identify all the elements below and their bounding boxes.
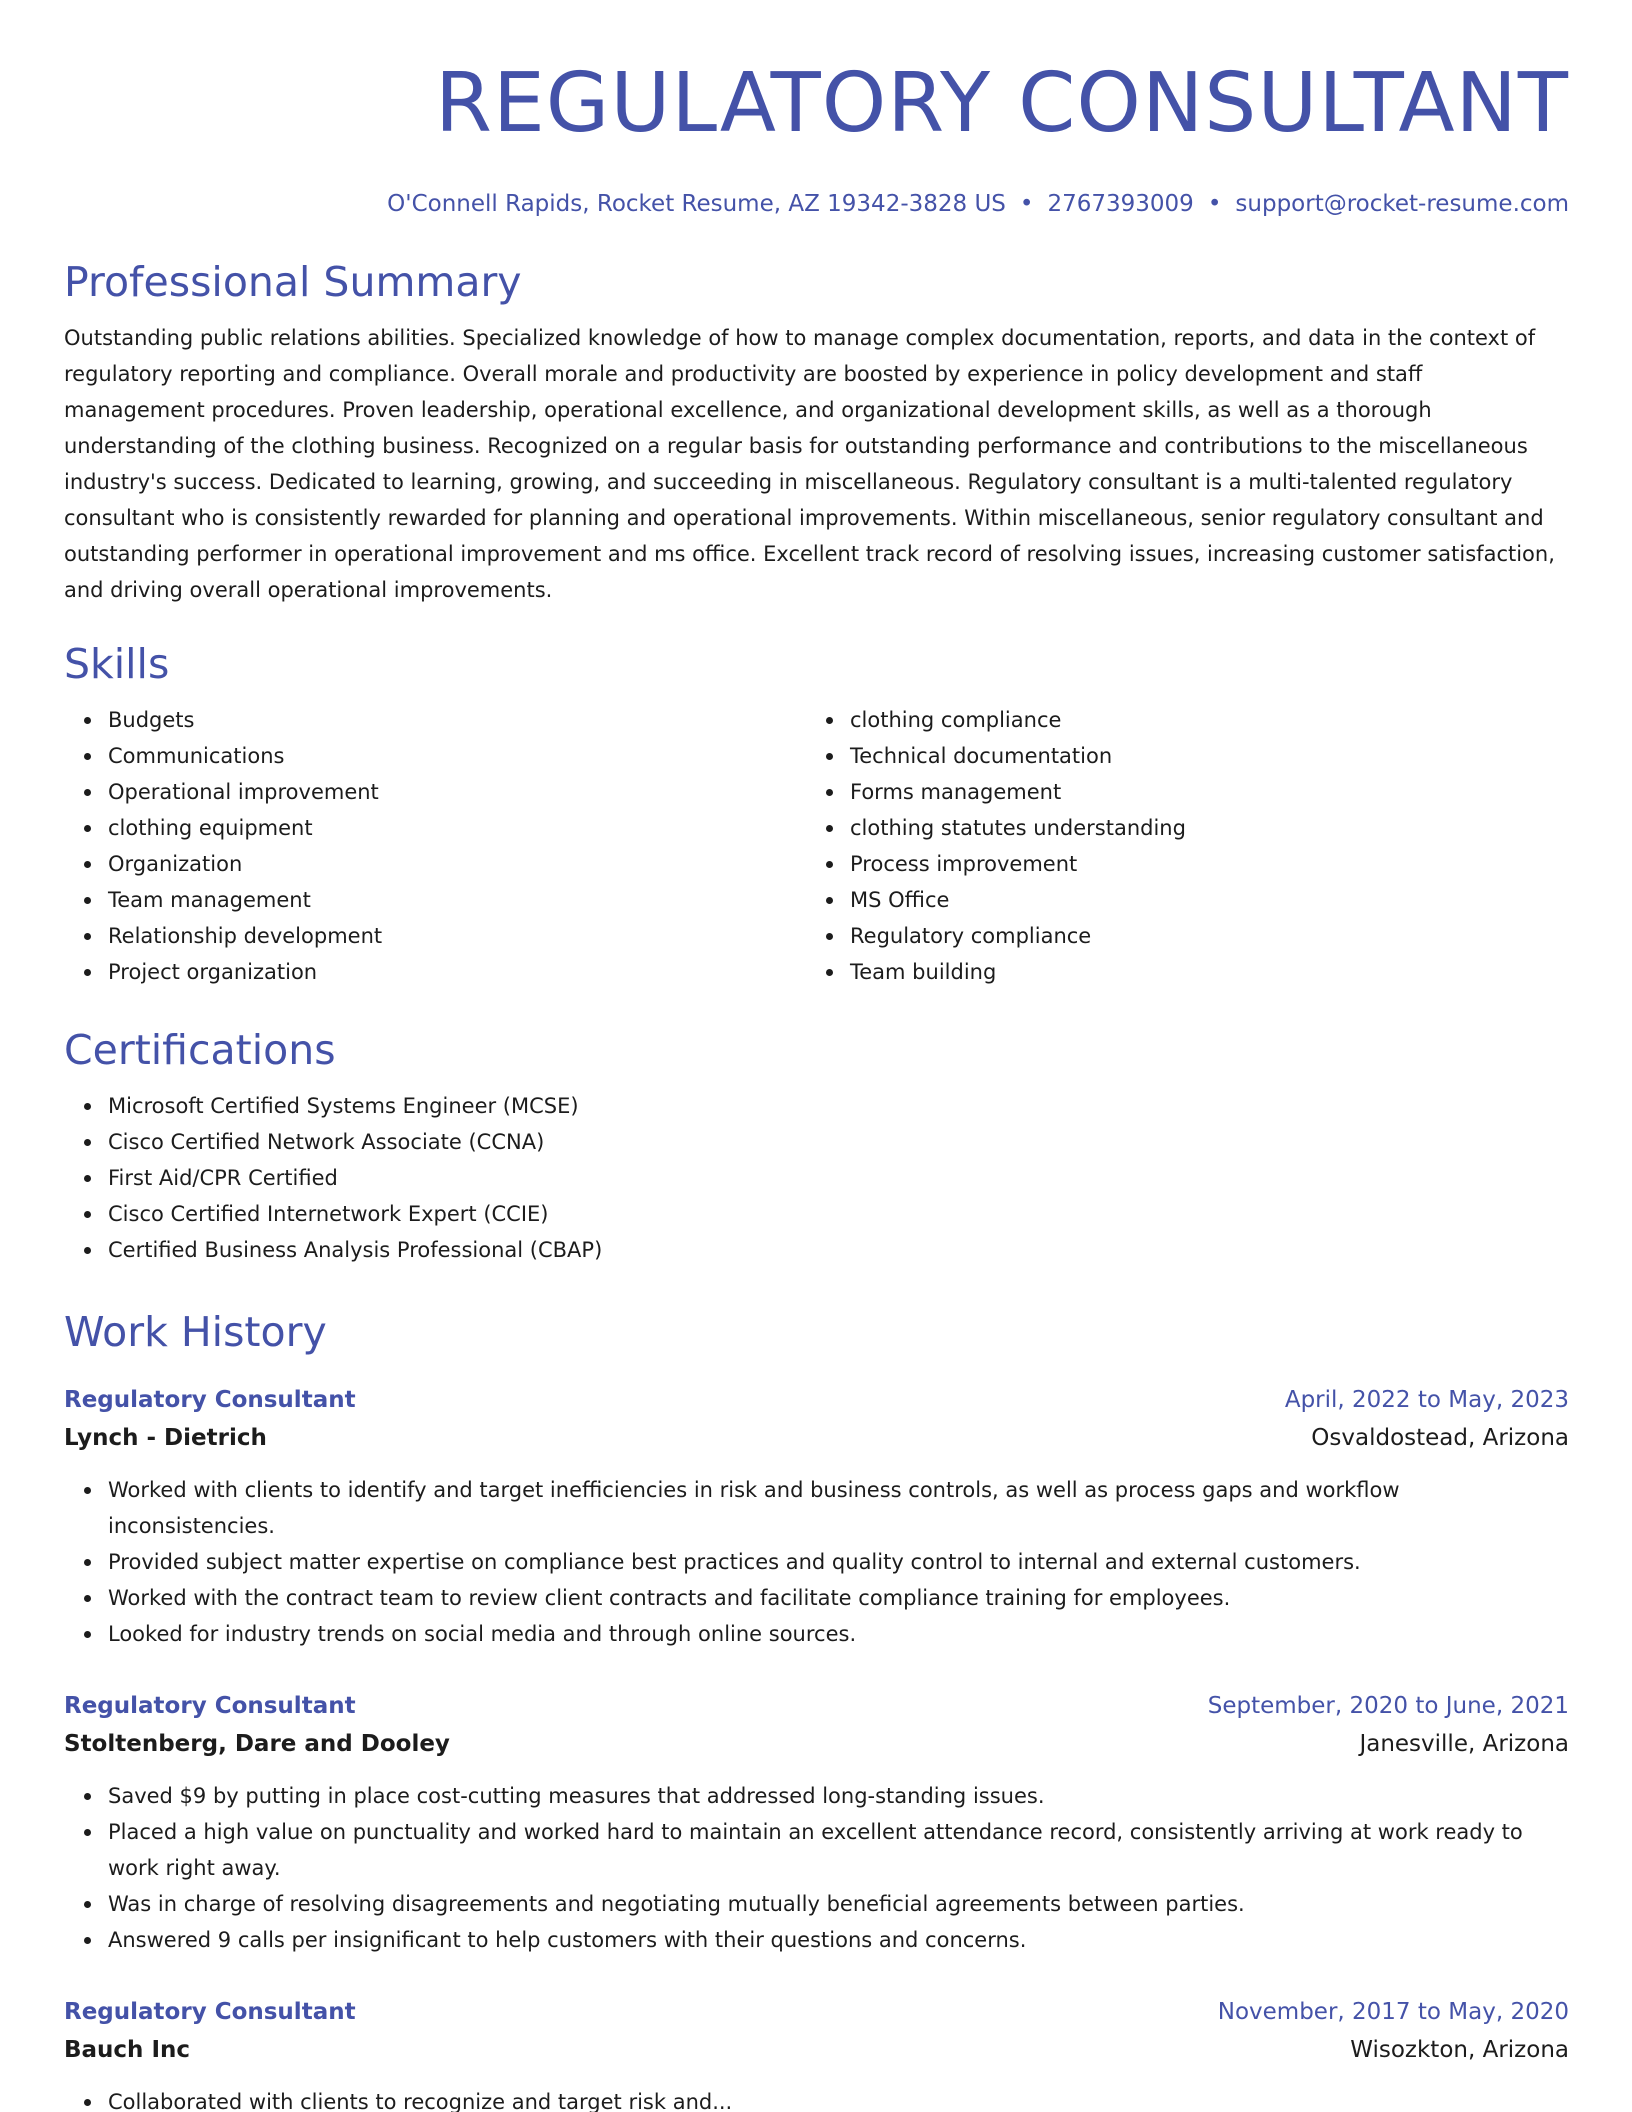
resume-title: REGULATORY CONSULTANT <box>434 56 1569 151</box>
skill-item: Process improvement <box>850 846 1548 882</box>
job-bullet: Collaborated with clients to recognize and target risk and... <box>108 2084 1569 2112</box>
skill-item: Regulatory compliance <box>850 918 1548 954</box>
job-bullet: Answered 9 calls per insignificant to help customers with their questions and concerns. <box>108 1922 1569 1958</box>
skill-item: MS Office <box>850 882 1548 918</box>
skill-item: Relationship development <box>108 918 806 954</box>
skills-section <box>64 636 1569 990</box>
skill-item: Technical documentation <box>850 738 1548 774</box>
skill-item: Project organization <box>108 954 806 990</box>
job-bullet: Worked with clients to identify and target inefficiencies in risk and business controls, as well as process gaps and workflow inconsistencies. <box>108 1472 1569 1544</box>
contact-separator: • <box>1019 191 1034 217</box>
skills-column-left <box>64 702 806 990</box>
job-bullet: Saved $9 by putting in place cost-cutting measures that addressed long-standing issues. <box>108 1778 1569 1814</box>
job-bullet: Looked for industry trends on social media and through online sources. <box>108 1616 1569 1652</box>
certification-item: Cisco Certified Network Associate (CCNA) <box>108 1124 1569 1160</box>
job-entry <box>64 1382 1569 1652</box>
certifications-section <box>64 1022 1569 1268</box>
job-company: Bauch Inc <box>64 2037 191 2063</box>
job-location: Janesville, Arizona <box>1359 1731 1569 1757</box>
contact-email: support@rocket-resume.com <box>1235 191 1569 217</box>
skill-item: Budgets <box>108 702 806 738</box>
skill-item: clothing equipment <box>108 810 806 846</box>
certification-item: First Aid/CPR Certified <box>108 1160 1569 1196</box>
job-dates: April, 2022 to May, 2023 <box>1284 1387 1569 1413</box>
contact-address: O'Connell Rapids, Rocket Resume, AZ 19342-3828 US <box>387 191 1006 217</box>
job-company-row <box>64 2030 1569 2070</box>
job-dates: September, 2020 to June, 2021 <box>1207 1693 1569 1719</box>
job-company: Stoltenberg, Dare and Dooley <box>64 1731 450 1757</box>
job-bullets <box>64 1778 1569 1958</box>
summary-section <box>64 254 1569 608</box>
contact-line <box>64 188 1569 220</box>
job-bullet: Provided subject matter expertise on compliance best practices and quality control to internal and external customers. <box>108 1544 1569 1580</box>
job-title: Regulatory Consultant <box>64 1693 356 1719</box>
certifications-list <box>64 1088 1569 1268</box>
job-bullet: Worked with the contract team to review client contracts and facilitate compliance training for employees. <box>108 1580 1569 1616</box>
contact-phone: 2767393009 <box>1047 191 1194 217</box>
skill-item: clothing statutes understanding <box>850 810 1548 846</box>
job-title: Regulatory Consultant <box>64 1387 356 1413</box>
skills-grid <box>64 702 1569 990</box>
job-company-row <box>64 1418 1569 1458</box>
skill-item: Team management <box>108 882 806 918</box>
section-heading: Skills <box>64 640 170 688</box>
job-location: Osvaldostead, Arizona <box>1311 1425 1569 1451</box>
job-entry <box>64 1994 1569 2112</box>
contact-separator: • <box>1207 191 1222 217</box>
job-entry <box>64 1688 1569 1958</box>
skill-item: clothing compliance <box>850 702 1548 738</box>
job-company-row <box>64 1724 1569 1764</box>
job-title-row <box>64 1382 1569 1418</box>
resume-header <box>64 0 1569 220</box>
skill-item: Operational improvement <box>108 774 806 810</box>
job-dates: November, 2017 to May, 2020 <box>1217 1999 1569 2025</box>
job-company: Lynch - Dietrich <box>64 1425 267 1451</box>
certification-item: Cisco Certified Internetwork Expert (CCIE) <box>108 1196 1569 1232</box>
job-title: Regulatory Consultant <box>64 1999 356 2025</box>
certification-item: Microsoft Certified Systems Engineer (MCSE) <box>108 1088 1569 1124</box>
work-history-section <box>64 1304 1569 2112</box>
job-bullet: Was in charge of resolving disagreements and negotiating mutually beneficial agreements between parties. <box>108 1886 1569 1922</box>
summary-text: Outstanding public relations abilities. Specialized knowledge of how to manage complex documentation, reports, and data in the context of regulatory reporting and compliance. Overall morale and productivity are boosted by experience in policy development and staff management procedures. Proven leadership, operational excellence, and organizational development skills, as well as a thorough understanding of the clothing business. Recognized on a regular basis for outstanding performance and contributions to the miscellaneous industry's success. Dedicated to learning, growing, and succeeding in miscellaneous. Regulatory consultant is a multi-talented regulatory consultant who is consistently rewarded for planning and operational improvements. Within miscellaneous, senior regulatory consultant and outstanding performer in operational improvement and ms office. Excellent track record of resolving issues, increasing customer satisfaction, and driving overall operational improvements. <box>64 326 1555 602</box>
certification-item: Certified Business Analysis Professional (CBAP) <box>108 1232 1569 1268</box>
job-bullets <box>64 2084 1569 2112</box>
job-bullet: Placed a high value on punctuality and worked hard to maintain an excellent attendance record, consistently arriving at work ready to work right away. <box>108 1814 1569 1886</box>
skill-item: Team building <box>850 954 1548 990</box>
skill-item: Organization <box>108 846 806 882</box>
job-title-row <box>64 1994 1569 2030</box>
job-title-row <box>64 1688 1569 1724</box>
section-heading: Certifications <box>64 1026 336 1074</box>
skill-item: Communications <box>108 738 806 774</box>
job-location: Wisozkton, Arizona <box>1350 2037 1569 2063</box>
skill-item: Forms management <box>850 774 1548 810</box>
section-heading: Work History <box>64 1308 327 1356</box>
section-heading: Professional Summary <box>64 258 522 306</box>
job-bullets <box>64 1472 1569 1652</box>
skills-column-right <box>806 702 1548 990</box>
